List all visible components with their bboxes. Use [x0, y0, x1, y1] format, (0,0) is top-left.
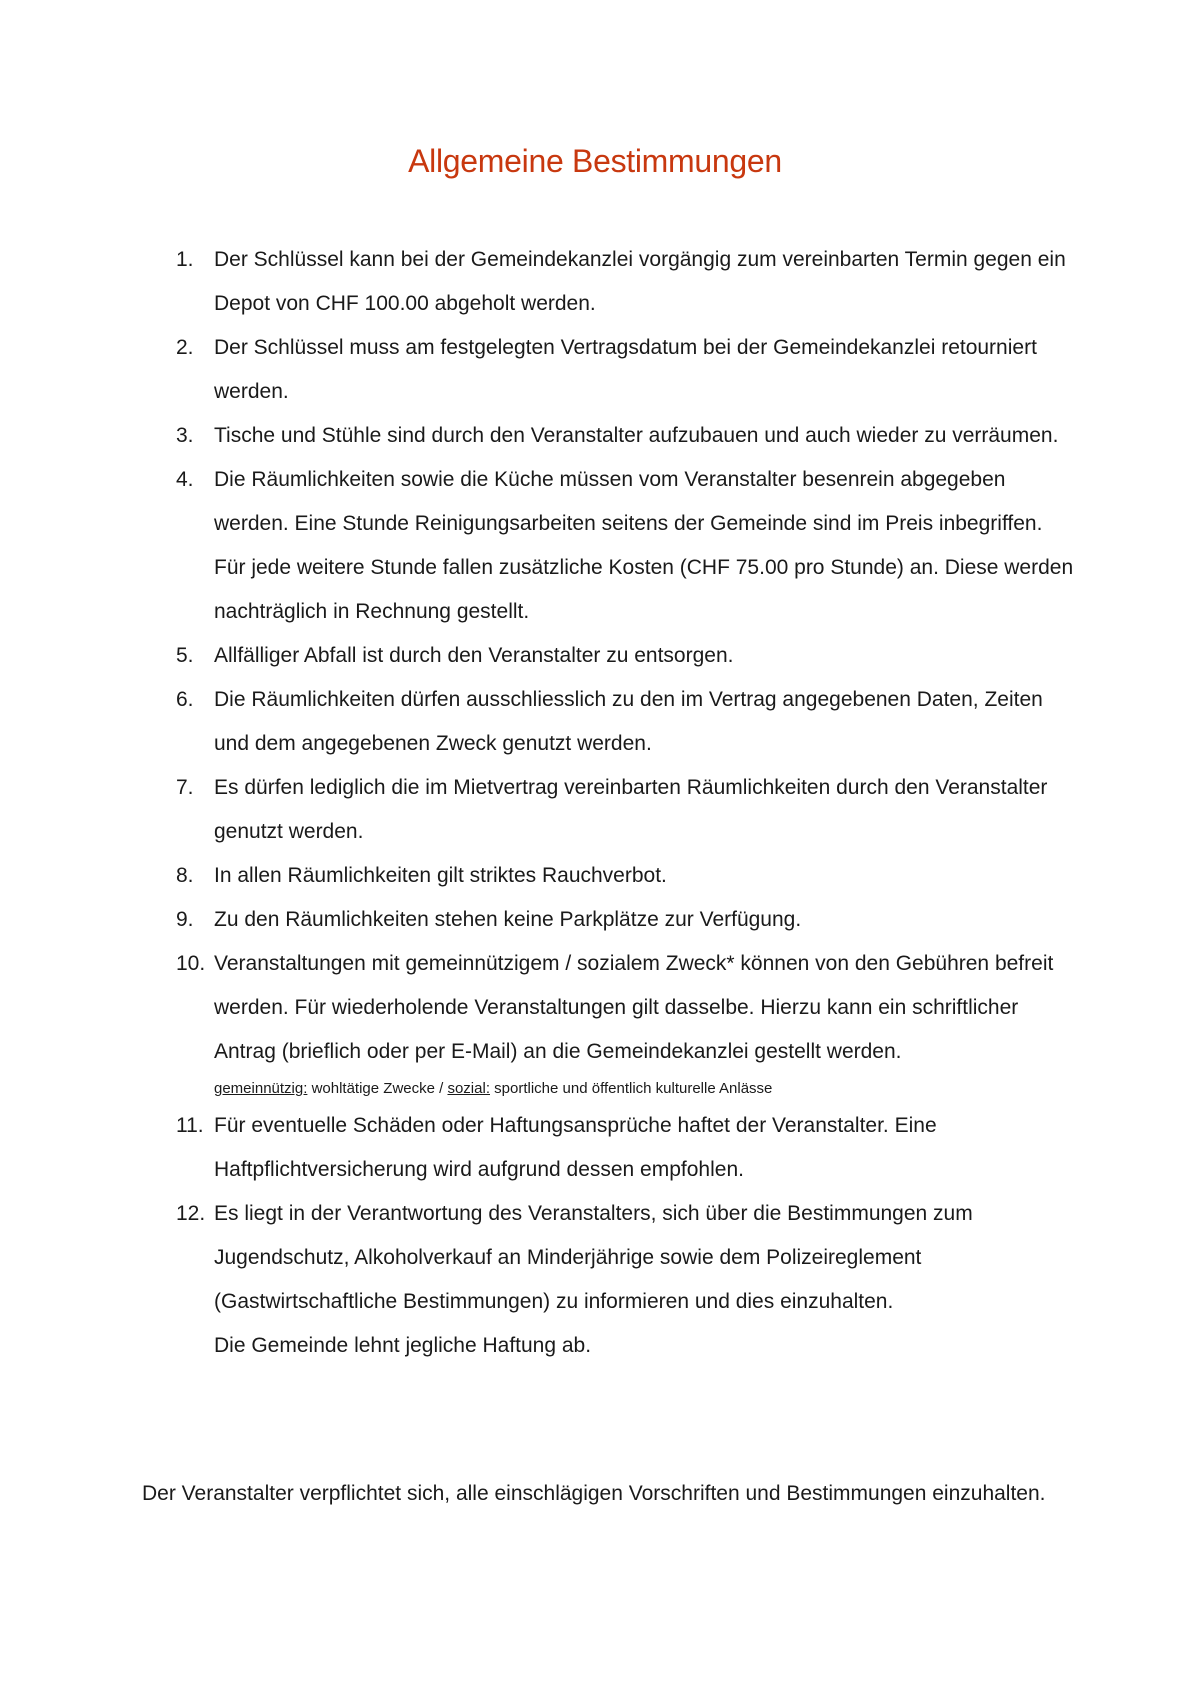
item-text: Die Räumlichkeiten dürfen ausschliesslich zu den im Vertrag angegebenen Daten, Zeiten und dem angegebenen Zweck genutzt werden.: [214, 688, 1043, 755]
footnote: [214, 1074, 1076, 1104]
item-number: 7.: [176, 776, 194, 799]
list-item: [176, 1104, 1076, 1192]
item-number: 5.: [176, 644, 194, 667]
item-text: Es dürfen lediglich die im Mietvertrag vereinbarten Räumlichkeiten durch den Veranstalter genutzt werden.: [214, 776, 1048, 843]
list-item: [176, 634, 1076, 678]
footnote-definition: wohltätige Zwecke /: [307, 1080, 448, 1097]
item-number: 10.: [176, 952, 206, 975]
item-text: Veranstaltungen mit gemeinnützigem / sozialem Zweck* können von den Gebühren befreit werden. Für wiederholende Veranstaltungen gilt dasselbe. Hierzu kann ein schriftlicher Antrag (brieflich oder per E-Mail) an die Gemeindekanzlei gestellt werden.: [214, 952, 1054, 1063]
item-number: 6.: [176, 688, 194, 711]
list-item: [176, 942, 1076, 1104]
item-text-continuation: Die Gemeinde lehnt jegliche Haftung ab.: [214, 1334, 592, 1357]
item-text: Die Räumlichkeiten sowie die Küche müssen vom Veranstalter besenrein abgegeben werden. Eine Stunde Reinigungsarbeiten seitens der Gemeinde sind im Preis inbegriffen. Für jede weitere Stunde fallen zusätzliche Kosten (CHF 75.00 pro Stunde) an. Diese werden nachträglich in Rechnung gestellt.: [214, 468, 1074, 623]
list-item: [176, 678, 1076, 766]
list-item: [176, 414, 1076, 458]
page-title: Allgemeine Bestimmungen: [408, 143, 782, 179]
item-text: Der Schlüssel kann bei der Gemeindekanzlei vorgängig zum vereinbarten Termin gegen ein Depot von CHF 100.00 abgeholt werden.: [214, 248, 1066, 315]
list-item: [176, 898, 1076, 942]
list-item: [176, 1192, 1076, 1368]
item-text: Tische und Stühle sind durch den Veranstalter aufzubauen und auch wieder zu verräumen.: [214, 424, 1059, 447]
list-item: [176, 458, 1076, 634]
list-item: [176, 766, 1076, 854]
item-number: 12.: [176, 1202, 206, 1225]
list-item: [176, 326, 1076, 414]
item-number: 11.: [176, 1114, 204, 1137]
item-text: Für eventuelle Schäden oder Haftungsansprüche haftet der Veranstalter. Eine Haftpflichtversicherung wird aufgrund dessen empfohlen.: [214, 1114, 937, 1181]
footnote-term: sozial:: [447, 1080, 490, 1097]
list-item: [176, 854, 1076, 898]
item-number: 2.: [176, 336, 194, 359]
closing-paragraph: Der Veranstalter verpflichtet sich, alle einschlägigen Vorschriften und Bestimmungen einzuhalten.: [142, 1482, 1046, 1505]
item-text: Es liegt in der Verantwortung des Veranstalters, sich über die Bestimmungen zum Jugendschutz, Alkoholverkauf an Minderjährige sowie dem Polizeireglement (Gastwirtschaftliche Bestimmungen) zu informieren und dies einzuhalten.: [214, 1202, 973, 1313]
item-number: 8.: [176, 864, 194, 887]
footnote-definition: sportliche und öffentlich kulturelle Anlässe: [490, 1080, 773, 1097]
item-text: In allen Räumlichkeiten gilt striktes Rauchverbot.: [214, 864, 667, 887]
item-number: 1.: [176, 248, 194, 271]
footnote-term: gemeinnützig:: [214, 1080, 308, 1097]
terms-list: [176, 238, 1076, 1368]
item-text: Allfälliger Abfall ist durch den Veranstalter zu entsorgen.: [214, 644, 734, 667]
item-number: 3.: [176, 424, 194, 447]
list-item: [176, 238, 1076, 326]
item-number: 9.: [176, 908, 194, 931]
item-text: Der Schlüssel muss am festgelegten Vertragsdatum bei der Gemeindekanzlei retourniert werden.: [214, 336, 1037, 403]
item-number: 4.: [176, 468, 194, 491]
item-text: Zu den Räumlichkeiten stehen keine Parkplätze zur Verfügung.: [214, 908, 802, 931]
